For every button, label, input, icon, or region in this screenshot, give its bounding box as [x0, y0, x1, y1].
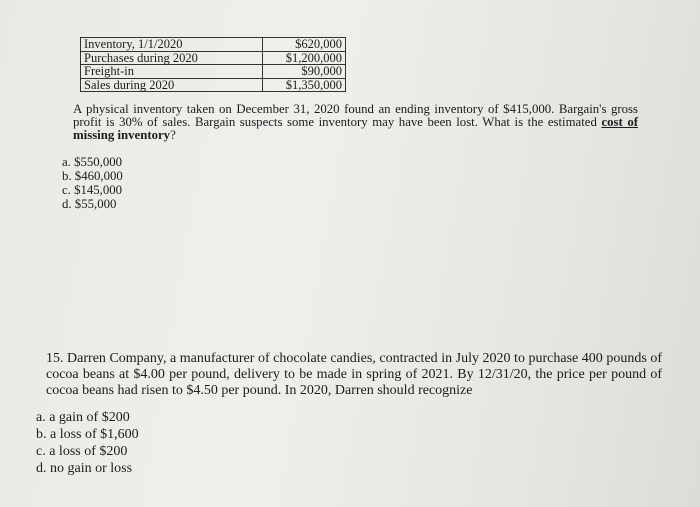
row-value: $620,000: [263, 38, 346, 52]
table-row: [81, 65, 346, 79]
question-missing-inventory: [73, 103, 638, 142]
option-a: a. a gain of $200: [36, 410, 130, 425]
table-row: [81, 38, 346, 52]
row-label: Inventory, 1/1/2020: [81, 38, 263, 52]
question-emphasis-underlined: cost of: [601, 115, 638, 129]
row-label: Freight-in: [81, 65, 263, 79]
option-c: c. $145,000: [62, 183, 123, 197]
question-mark: ?: [170, 128, 176, 142]
row-value: $90,000: [263, 65, 346, 79]
answer-options-15: [36, 409, 139, 477]
question-text: A physical inventory taken on December 31, 2020 found an ending inventory of $415,000. Bargain's gross profit is 30% of sales. Bargain suspects some inventory may have been lost. What is the estimated: [73, 102, 638, 129]
option-a: a. $550,000: [62, 155, 123, 169]
answer-options-1: [62, 155, 123, 211]
option-d: d. $55,000: [62, 197, 117, 211]
table-row: [81, 51, 346, 65]
table-row: [81, 78, 346, 92]
inventory-data-table: [80, 37, 346, 92]
row-label: Purchases during 2020: [81, 51, 263, 65]
option-c: c. a loss of $200: [36, 444, 128, 459]
option-d: d. no gain or loss: [36, 461, 133, 476]
row-value: $1,200,000: [263, 51, 346, 65]
question-15: 15. Darren Company, a manufacturer of chocolate candies, contracted in July 2020 to purchase 400 pounds of cocoa beans at $4.00 per pound, delivery to be made in spring of 2021. By 12/31/20, the price per pound of cocoa beans had risen to $4.50 per pound. In 2020, Darren should recognize: [46, 351, 662, 398]
option-b: b. $460,000: [62, 169, 123, 183]
row-value: $1,350,000: [263, 78, 346, 92]
row-label: Sales during 2020: [81, 78, 263, 92]
option-b: b. a loss of $1,600: [36, 427, 139, 442]
question-emphasis: missing inventory: [73, 128, 171, 142]
